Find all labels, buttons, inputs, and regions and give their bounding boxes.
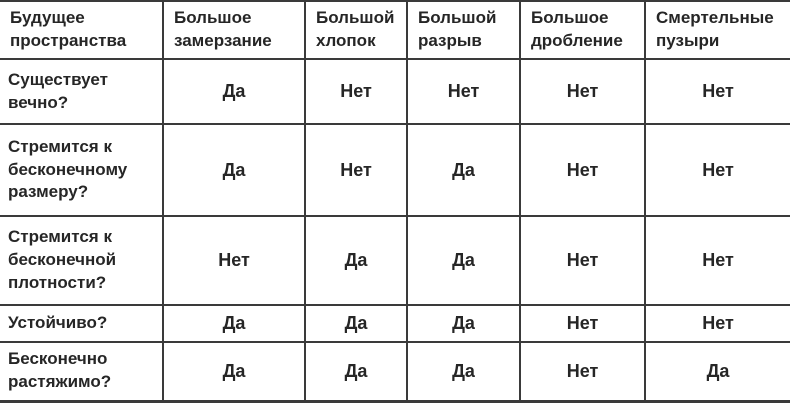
column-header-death-bubbles: Смертельные пузыри	[645, 1, 790, 59]
table-row	[0, 59, 790, 124]
corner-header: Будущее пространства	[0, 1, 163, 59]
cell-value: Да	[305, 305, 407, 342]
cell-value: Нет	[407, 59, 520, 124]
row-label: Существует вечно?	[0, 59, 163, 124]
cell-value: Да	[305, 216, 407, 305]
table-row	[0, 216, 790, 305]
row-label: Устойчиво?	[0, 305, 163, 342]
cell-value: Нет	[305, 59, 407, 124]
cell-value: Да	[407, 305, 520, 342]
table-row	[0, 342, 790, 401]
column-header-big-snap: Большое дробление	[520, 1, 645, 59]
cell-value: Нет	[520, 124, 645, 216]
cell-value: Нет	[163, 216, 305, 305]
cell-value: Нет	[645, 124, 790, 216]
column-header-big-freeze: Большое замерзание	[163, 1, 305, 59]
cell-value: Нет	[645, 216, 790, 305]
column-header-big-crunch: Большой хлопок	[305, 1, 407, 59]
cell-value: Да	[645, 342, 790, 401]
cell-value: Да	[407, 342, 520, 401]
row-label: Стремится к бесконечной плотности?	[0, 216, 163, 305]
cell-value: Нет	[520, 342, 645, 401]
cell-value: Нет	[645, 59, 790, 124]
cell-value: Да	[163, 342, 305, 401]
cell-value: Да	[305, 342, 407, 401]
column-header-big-rip: Большой разрыв	[407, 1, 520, 59]
row-label: Бесконечно растяжимо?	[0, 342, 163, 401]
table-row	[0, 305, 790, 342]
table-row	[0, 124, 790, 216]
cell-value: Нет	[520, 305, 645, 342]
cell-value: Нет	[645, 305, 790, 342]
cell-value: Нет	[520, 216, 645, 305]
cell-value: Да	[163, 59, 305, 124]
cell-value: Да	[407, 216, 520, 305]
row-label: Стремится к бесконечному размеру?	[0, 124, 163, 216]
cell-value: Да	[407, 124, 520, 216]
cell-value: Да	[163, 124, 305, 216]
header-row	[0, 1, 790, 59]
cell-value: Да	[163, 305, 305, 342]
cell-value: Нет	[305, 124, 407, 216]
cell-value: Нет	[520, 59, 645, 124]
